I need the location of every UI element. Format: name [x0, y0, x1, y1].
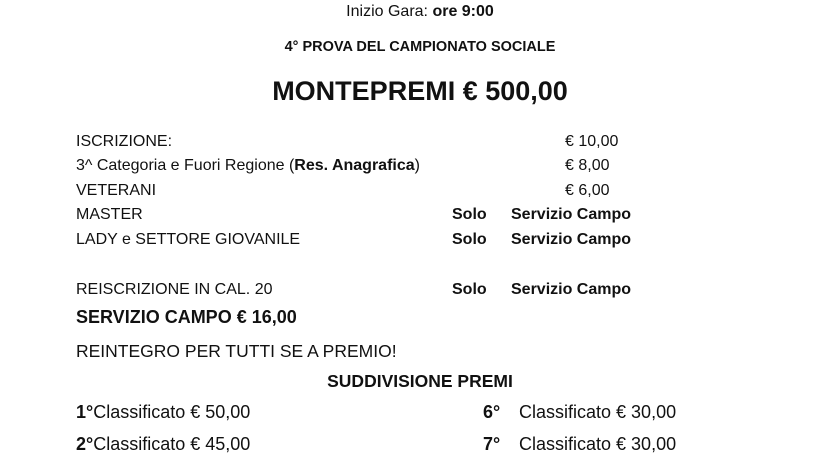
prizes-title: SUDDIVISIONE PREMI — [327, 371, 513, 391]
start-time-line — [0, 3, 840, 21]
start-time-value: ore 9:00 — [432, 3, 494, 20]
fee-row-label: VETERANI — [76, 182, 157, 199]
fee-row-value: Servizio Campo — [511, 206, 632, 223]
prize-item: 7° Classificato € 30,00 — [483, 434, 677, 454]
round-title: 4° PROVA DEL CAMPIONATO SOCIALE — [284, 39, 556, 55]
fee-row-value: € 10,00 — [565, 133, 619, 150]
fee-row-value: € 6,00 — [565, 182, 610, 199]
fee-row-label: LADY e SETTORE GIOVANILE — [76, 231, 301, 248]
fee-row-only: Solo — [452, 206, 487, 223]
fee-row-label: ISCRIZIONE: — [76, 133, 173, 150]
prize-item: 6° Classificato € 30,00 — [483, 402, 677, 422]
prize-item: 1°Classificato € 50,00 — [76, 402, 251, 422]
field-service-fee: SERVIZIO CAMPO € 16,00 — [76, 307, 297, 327]
fee-row-label: REISCRIZIONE IN CAL. 20 — [76, 281, 273, 298]
reintegration-note: REINTEGRO PER TUTTI SE A PREMIO! — [76, 341, 397, 361]
prize-pool-title: MONTEPREMI € 500,00 — [272, 76, 568, 106]
fee-row-label: MASTER — [76, 206, 143, 223]
fee-row-value: € 8,00 — [565, 157, 610, 174]
fee-row-value: Servizio Campo — [511, 281, 632, 298]
fee-row-only: Solo — [452, 231, 487, 248]
start-time-label: Inizio Gara: — [346, 3, 428, 20]
fee-row-only: Solo — [452, 281, 487, 298]
prize-item: 2°Classificato € 45,00 — [76, 434, 251, 454]
fee-row-label: 3^ Categoria e Fuori Regione (Res. Anagrafica) — [76, 157, 420, 174]
fee-row-value: Servizio Campo — [511, 231, 632, 248]
